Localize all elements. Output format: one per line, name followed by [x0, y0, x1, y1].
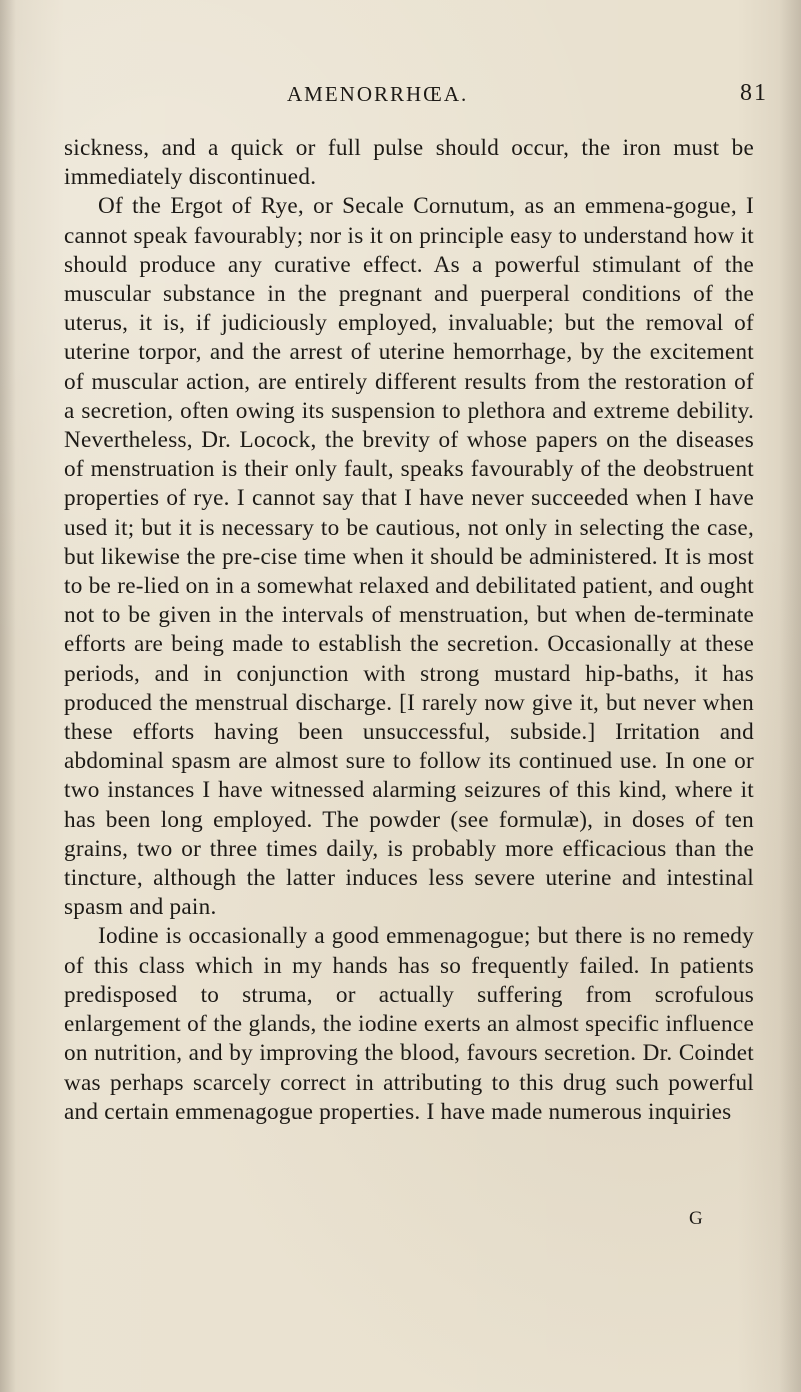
- page-number: 81: [740, 80, 768, 106]
- page-header: [0, 82, 801, 116]
- running-title: AMENORRHŒA.: [287, 82, 469, 106]
- paragraph-ergot: Of the Ergot of Rye, or Secale Cornutum, as an emmena-gogue, I cannot speak favourably; nor is it on principle easy to understand how it should produce any curative effect. As a powerful stimulant of the muscular substance in the pregnant and puerperal conditions of the uterus, it is, if judiciously employed, invaluable; but the removal of uterine torpor, and the arrest of uterine hemorrhage, by the excitement of muscular action, are entirely different results from the restoration of a secretion, often owing its suspension to plethora and extreme debility. Nevertheless, Dr. Locock, the brevity of whose papers on the diseases of menstruation is their only fault, speaks favourably of the deobstruent properties of rye. I cannot say that I have never succeeded when I have used it; but it is necessary to be cautious, not only in selecting the case, but likewise the pre-cise time when it should be administered. It is most to be re-lied on in a somewhat relaxed and debilitated patient, and ought not to be given in the intervals of menstruation, but when de-terminate efforts are being made to establish the secretion. Occasionally at these periods, and in conjunction with strong mustard hip-baths, it has produced the menstrual discharge. [I rarely now give it, but never when these efforts having been unsuccessful, subside.] Irritation and abdominal spasm are almost sure to follow its continued use. In one or two instances I have witnessed alarming seizures of this kind, where it has been long employed. The powder (see formulæ), in doses of ten grains, two or three times daily, is probably more efficacious than the tincture, although the latter induces less severe uterine and intestinal spasm and pain.: [64, 193, 754, 921]
- signature-mark: G: [689, 1208, 703, 1229]
- page-edge-shadow: [779, 0, 801, 1392]
- body-text: [64, 134, 754, 1127]
- paragraph-continuation: sickness, and a quick or full pulse should occur, the iron must be immediately discontinued.: [64, 135, 754, 191]
- page-gutter-shadow: [0, 0, 16, 1392]
- paragraph-iodine: Iodine is occasionally a good emmenagogue; but there is no remedy of this class which in my hands has so frequently failed. In patients predisposed to struma, or actually suffering from scrofulous enlargement of the glands, the iodine exerts an almost specific influence on nutrition, and by improving the blood, favours secretion. Dr. Coindet was perhaps scarcely correct in attributing to this drug such powerful and certain emmenagogue properties. I have made numerous inquiries: [64, 923, 754, 1125]
